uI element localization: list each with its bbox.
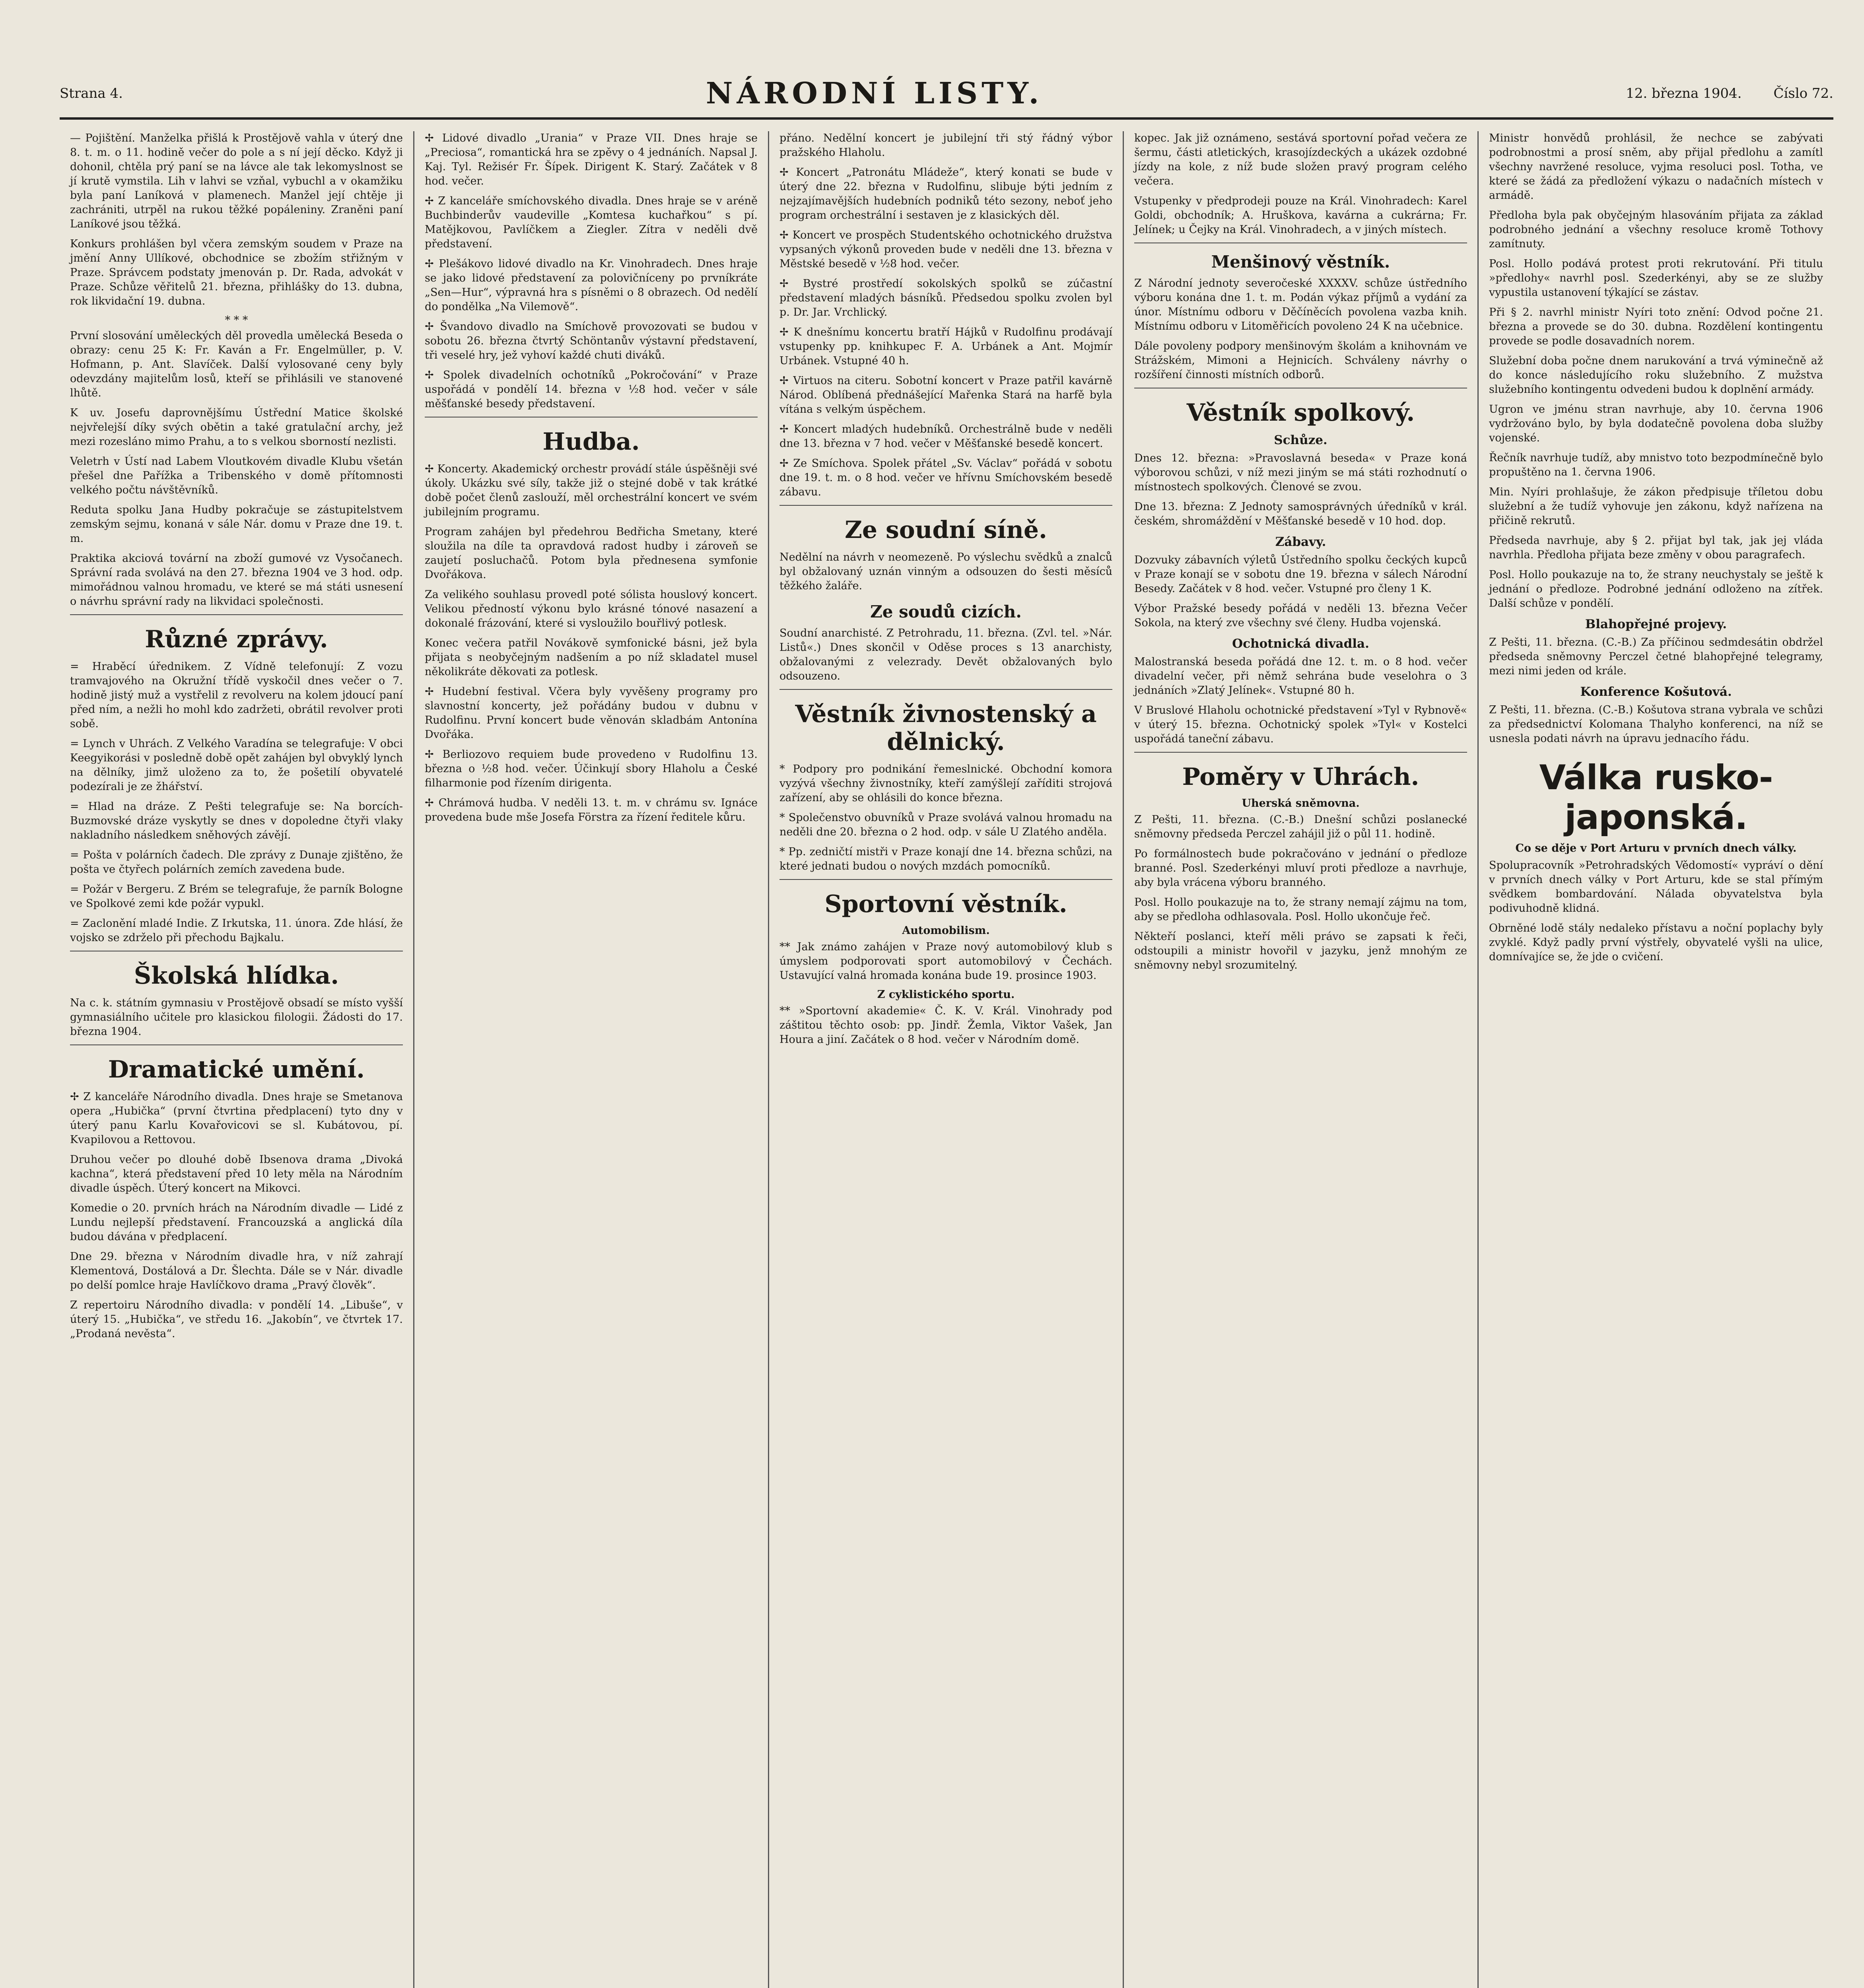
article-paragraph: Posl. Hollo poukazuje na to, že strany neuchystaly se ještě k jednání o předloze. Podrobné jednání odloženo na zítřek. Další schůze v pondělí. [1489, 569, 1823, 610]
minor-heading: Konference Košutová. [1580, 685, 1732, 699]
column-1 [60, 131, 414, 1988]
article-paragraph: Malostranská beseda pořádá dne 12. t. m. o 8 hod. večer divadelní večer, při němž sehrána bude veselohra o 3 jednáních »Zlatý Jelínek«. Vstupné 80 h. [1134, 656, 1467, 697]
article-paragraph: ✢ Plešákovo lidové divadlo na Kr. Vinohradech. Dnes hraje se jako lidové představení za polovičníceny po prvníkráte „Sen—Hur“, výpravná hra s písněmi o 8 obrazech. Od nedělí do pondělka „Na Vilemově“. [425, 258, 758, 313]
article-paragraph: Reduta spolku Jana Hudby pokračuje se zástupitelstvem zemským sejmu, konaná v sále Nár. domu v Praze dne 19. t. m. [70, 504, 403, 545]
article-paragraph: Konec večera patřil Novákově symfonické básni, jež byla přijata s neobyčejným nadšením a po níž skladatel musel několikráte děkovati za potlesk. [425, 637, 758, 678]
section-heading: Školská hlídka. [134, 962, 339, 990]
small-heading: Uherská sněmovna. [1242, 797, 1360, 810]
article-paragraph: ✢ Švandovo divadlo na Smíchově provozovati se budou v sobotu 26. března čtvrtý Schöntanův výstavní představení, tři veselé hry, jež vyhoví každé chuti diváků. [425, 320, 758, 361]
article-paragraph: ✢ Z kanceláře Národního divadla. Dnes hraje se Smetanova opera „Hubička“ (první čtvrtina předplacení) tyto dny v úterý panu Karlu Kovařovicovi se sl. Kubátovou, pí. Kvapilovou a Rettovou. [70, 1091, 403, 1146]
caption: Co se děje v Port Arturu v prvních dnech války. [1515, 842, 1797, 854]
column-3 [769, 131, 1124, 1988]
page-number: Strana 4. [60, 85, 123, 101]
article-paragraph: Předloha byla pak obyčejným hlasováním přijata za základ podrobného jednání a všechny resoluce kromě Tothovy zamítnuty. [1489, 209, 1823, 250]
article-paragraph: Při § 2. navrhl ministr Nyíri toto znění: Odvod počne 21. března a provede se do 30. dubna. Rozdělení kontingentu provede se podle dosavadních norem. [1489, 306, 1823, 347]
divider-rule [779, 879, 1112, 880]
small-heading: Z cyklistického sportu. [877, 988, 1015, 1001]
article-paragraph: ✢ Lidové divadlo „Urania“ v Praze VII. Dnes hraje se „Preciosa“, romantická hra se zpěvy o 4 jednáních. Napsal J. Kaj. Tyl. Režisér Fr. Šípek. Dirigent K. Starý. Začátek v 8 hod. večer. [425, 132, 758, 187]
divider-rule [1134, 752, 1467, 753]
article-paragraph: Za velikého souhlasu provedl poté sólista houslový koncert. Velikou předností výkonu bylo krásné tónové nasazení a dokonalé frázování, které si vysloužilo bouřlivý potlesk. [425, 588, 758, 629]
article-paragraph: Výbor Pražské besedy pořádá v neděli 13. března Večer Sokola, na který zve všechny své členy. Hudba vojenská. [1134, 602, 1467, 629]
article-paragraph: ** Jak známo zahájen v Praze nový automobilový klub s úmyslem podporovati sport automobilový v Čechách. Ustavující valná hromada konána bude 19. prosince 1903. [779, 941, 1112, 982]
section-heading: Věstník živnostenský a dělnický. [795, 700, 1097, 756]
article-paragraph: Spolupracovník »Petrohradských Vědomostí« vypráví o dění v prvních dnech války v Port Arturu, kde se stal přímým svědkem bombardování. Nálada obyvatelstva byla podivuhodně klidná. [1489, 859, 1823, 914]
divider-rule [779, 505, 1112, 506]
article-paragraph: ✢ Ze Smíchova. Spolek přátel „Sv. Václav“ pořádá v sobotu dne 19. t. m. o 8 hod. večer ve hřívnu Smíchovském besedě zábavu. [779, 457, 1112, 498]
article-paragraph: ✢ Hudební festival. Včera byly vyvěšeny programy pro slavnostní koncerty, jež pořádány budou v dubnu v Rudolfinu. První koncert bude věnován skladbám Antonína Dvořáka. [425, 685, 758, 741]
article-paragraph: Z Pešti, 11. března. (C.-B.) Za příčinou sedmdesátin obdržel předseda sněmovny Perczel četné blahopřejné telegramy, mezi nimi jeden od krále. [1489, 636, 1823, 677]
article-paragraph: ✢ Koncerty. Akademický orchestr provádí stále úspěšněji své úkoly. Ukázku své síly, takže již o stejné době v tak krátké době počet členů zaslouží, měl orchestrální koncert ve svém jubilejním programu. [425, 463, 758, 518]
article-paragraph: ✢ Chrámová hudba. V neděli 13. t. m. v chrámu sv. Ignáce provedena bude mše Josefa Förstra za řízení ředitele kůru. [425, 797, 758, 823]
article-paragraph: Z Pešti, 11. března. (C.-B.) Košutova strana vybrala ve schůzi za předsednictví Kolomana Thalyho konferenci, na níž se usnesla podati návrh na úpravu jednacího řádu. [1489, 704, 1823, 745]
article-paragraph: Veletrh v Ústí nad Labem Vloutkovém divadle Klubu všetán přešel dne Pařížka a Tribenského v domě přítomnosti velkého počtu návštěvníků. [70, 455, 403, 496]
divider-rule [70, 614, 403, 615]
article-paragraph: Dozvuky zábavních výletů Ústředního spolku čeckých kupců v Praze konají se v sobotu dne 19. března v sálech Národní Besedy. Začátek v 8 hod. večer. Vstupné pro členy 1 K. [1134, 554, 1467, 595]
article-paragraph: Někteří poslanci, kteří měli právo se zapsati k řeči, odstoupili a ministr hovořil v jazyku, jenž mnohým ze sněmovny nebyl srozumitelný. [1134, 930, 1467, 971]
article-paragraph: V Bruslové Hlaholu ochotnické představení »Tyl v Rybnově« v úterý 15. března. Ochotnický spolek »Tyl« v Kostelci uspořádá taneční zábavu. [1134, 704, 1467, 745]
section-heading: Poměry v Uhrách. [1182, 763, 1419, 791]
article-paragraph: Obrněné lodě stály nedaleko přístavu a noční poplachy byly zvyklé. Když padly první výstřely, obyvatelé vyšli na ulice, domnívajíce se, že jde o cvičení. [1489, 922, 1823, 963]
article-paragraph: — Pojištění. Manželka přišlá k Prostějově vahla v úterý dne 8. t. m. o 11. hodině večer do pole a s ní její děcko. Když ji dohonil, chtěla prý paní se na lávce ale tak lekomyslnost se jí krutě vymstila. Lih v lahvi se vzňal, vybuchl a v okamžiku byla paní Laníková v plamenech. Manžel její chtěje ji zachrániti, utrpěl na rukou těžké popáleniny. Zraněni paní Laníkové jsou těžká. [70, 132, 403, 230]
article-paragraph: Ministr honvědů prohlásil, že nechce se zabývati podrobnostmi a prosí sněm, aby přijal předlohu a zamítl všechny navržené resoluce, vyjma resoluci posl. Totha, ve které se žádá za předložení výkazu o nadačních místech v armádě. [1489, 132, 1823, 202]
minor-heading: Ochotnická divadla. [1232, 637, 1369, 651]
article-paragraph: Posl. Hollo podává protest proti rekrutování. Při titulu »předlohy« navrhl posl. Szederkényi, aby se ze služby vypustila ustanovení týkající se zástav. [1489, 258, 1823, 299]
article-paragraph: ✢ Koncert „Patronátu Mládeže“, který konati se bude v úterý dne 22. března v Rudolfinu, slibuje býti jedním z nejzajímavějších hudebních podniků této sezony, neboť jeho program orchestrální i sestaven je z klasických děl. [779, 166, 1112, 221]
article-paragraph: První slosování uměleckých děl provedla umělecká Beseda o obrazy: cenu 25 K: Fr. Kaván a Fr. Engelmüller, p. V. Hofmann, p. Ant. Slavíček. Další vylosované ceny byly odevzdány majitelům losů, kteří se přihlásili ve stanovené lhůtě. [70, 330, 403, 399]
article-paragraph: ✢ Koncert mladých hudebníků. Orchestrálně bude v neděli dne 13. března v 7 hod. večer v Měšťanské besedě koncert. [779, 423, 1112, 450]
masthead-right [1626, 85, 1833, 101]
article-paragraph: = Hraběcí úřednikem. Z Vídně telefonují: Z vozu tramvajového na Okružní třídě vyskočil dnes večer o 7. hodině jistý muž a vystřelil z revolveru na kolem jdoucí paní před ním, a nežli ho mohl kdo zadržeti, obrátil revolver proti sobě. [70, 660, 403, 730]
article-paragraph: ✢ Z kanceláře smíchovského divadla. Dnes hraje se v aréně Buchbinderův vaudeville „Komtesa kuchařkou“ s pí. Matějkovou, Pavlíčkem a Ziegler. Zítra v neděli dvě představení. [425, 195, 758, 250]
masthead [60, 70, 1833, 120]
article-paragraph: Dnes 12. března: »Pravoslavná beseda« v Praze koná výborovou schůzi, v níž mezi jiným se má státi rozhodnutí o místnostech spolkových. Členové se zvou. [1134, 452, 1467, 493]
article-paragraph: ✢ Virtuos na citeru. Sobotní koncert v Praze patřil kavárně Národ. Oblíbená přednášející Mařenka Stará na harfě byla vítána s velkým úspěchem. [779, 375, 1112, 415]
separator: * * * [225, 314, 248, 326]
article-paragraph: Dne 13. března: Z Jednoty samosprávných úředníků v král. českém, shromáždění v Měšťanské besedě v 10 hod. dop. [1134, 501, 1467, 527]
article-paragraph: Soudní anarchisté. Z Petrohradu, 11. března. (Zvl. tel. »Nár. Listů«.) Dnes skončil v Oděse proces s 13 anarchisty, obžalovanými z velezrady. Devět obžalovaných bylo odsouzeno. [779, 627, 1112, 682]
article-paragraph: = Hlad na dráze. Z Pešti telegrafuje se: Na borcích-Buzmovské dráze vyskytly se dnes v dopoledne čtyři vlaky nakladního následkem sněhových závějí. [70, 800, 403, 841]
section-heading: Dramatické umění. [108, 1056, 365, 1083]
minor-heading: Schůze. [1274, 433, 1328, 447]
newspaper-title: NÁRODNÍ LISTY. [706, 76, 1043, 111]
article-paragraph: Ugron ve jménu stran navrhuje, aby 10. června 1906 vydržováno bylo, by byla dodatečně povolena doba služby vojenské. [1489, 403, 1823, 444]
minor-heading: Blahopřejné projevy. [1585, 617, 1727, 631]
article-paragraph: * Pp. zedničtí mistři v Praze konají dne 14. března schůzi, na které jednati budou o nových mzdách pomocníků. [779, 846, 1112, 872]
column-4 [1124, 131, 1479, 1988]
article-paragraph: Po formálnostech bude pokračováno v jednání o předloze branné. Posl. Szederkényi mluví proti předloze a navrhuje, aby byla vrácena výboru branného. [1134, 848, 1467, 889]
section-heading: Věstník spolkový. [1186, 399, 1415, 427]
minor-heading: Zábavy. [1275, 535, 1326, 549]
article-paragraph: Řečník navrhuje tudíž, aby mnistvo toto bezpodmínečně bylo propuštěno na 1. června 1906. [1489, 452, 1823, 478]
issue-date: 12. března 1904. [1626, 85, 1742, 101]
article-paragraph: ** »Sportovní akademie« Č. K. V. Král. Vinohrady pod záštitou těchto osob: pp. Jindř. Žemla, Viktor Vašek, Jan Houra a jiní. Začátek o 8 hod. večer v Národním domě. [779, 1005, 1112, 1046]
section-heading: Hudba. [542, 428, 640, 456]
section-heading: Sportovní věstník. [824, 890, 1067, 918]
article-paragraph: Komedie o 20. prvních hrách na Národním divadle — Lidé z Lundu nejlepší představení. Francouzská a anglická díla budou dávána v předplacení. [70, 1202, 403, 1243]
article-paragraph: Min. Nyíri prohlašuje, že zákon předpisuje tříletou dobu služební a že tudíž vyhovuje jen zákonu, když nařízena na přičině rekrutů. [1489, 486, 1823, 527]
section-heading: Ze soudní síně. [845, 516, 1047, 544]
column-5 [1479, 131, 1833, 1988]
article-paragraph: Dále povoleny podpory menšinovým školám a knihovnám ve Strážském, Mimoni a Hejnicích. Schváleny návrhy o rozšíření činnosti místních odborů. [1134, 340, 1467, 381]
article-paragraph: Služební doba počne dnem narukování a trvá výminečně až do konce následujícího roku služebního. Z mužstva služebního kontingentu odvedeni budou k doplnění armády. [1489, 355, 1823, 396]
article-paragraph: Předseda navrhuje, aby § 2. přijat byl tak, jak jej vláda navrhla. Předloha přijata beze změny v obou paragrafech. [1489, 534, 1823, 561]
article-paragraph: ✢ Bystré prostředí sokolských spolků se zúčastní představení mladých básníků. Předsedou spolku zvolen byl p. Dr. Jar. Vrchlický. [779, 278, 1112, 318]
article-paragraph: K uv. Josefu daprovnějšímu Ústřední Matice školské nejvřelejší díky svých obětin a také gratulační archy, jež mezi rozesláno mimo Prahu, a to s velkou sborností nezlisti. [70, 407, 403, 448]
divider-rule [70, 1044, 403, 1045]
article-paragraph: Konkurs prohlášen byl včera zemským soudem v Praze na jmění Anny Ullíkové, obchodnice se zbožím střižným v Praze. Správcem podstaty jmenován p. Dr. Rada, advokát v Praze. Schůze věřitelů 21. března, přihlášky do 13. dubna, rok likvidační 19. dubna. [70, 238, 403, 307]
article-paragraph: Nedělní na návrh v neomezeně. Po výslechu svědků a znalců byl obžalovaný uznán vinným a odsouzen do šesti měsíců těžkého žaláře. [779, 551, 1112, 592]
article-paragraph: Druhou večer po dlouhé době Ibsenova drama „Divoká kachna“, která představení před 10 lety měla na Národním divadle úspěch. Úterý koncert na Mikovci. [70, 1153, 403, 1194]
column-2 [414, 131, 769, 1988]
article-paragraph: ✢ Koncert ve prospěch Studentského ochotnického družstva vypsaných výkonů proveden bude v neděli dne 13. března v Městské besedě v ½8 hod. večer. [779, 229, 1112, 270]
article-paragraph: přáno. Nedělní koncert je jubilejní tři stý řádný výbor pražského Hlaholu. [779, 132, 1112, 159]
sub-heading: Menšinový věstník. [1211, 252, 1390, 272]
article-paragraph: Program zahájen byl předehrou Bedřicha Smetany, které sloužila na díle ta opravdová radost hudby i zároveň se zaujetí posluchačů. Potom byla přednesena symfonie Dvořákova. [425, 526, 758, 581]
article-paragraph: Z Pešti, 11. března. (C.-B.) Dnešní schůzi poslanecké sněmovny předseda Perczel zahájil již o půl 11. hodině. [1134, 813, 1467, 840]
article-paragraph: Z Národní jednoty severočeské XXXXV. schůze ústředního výboru konána dne 1. t. m. Podán výkaz příjmů a vydání za únor. Místnímu odboru v Děčíněcích povolena vazba knih. Místnímu odboru v Litoměřicích povoleno 24 K na učebnice. [1134, 277, 1467, 332]
article-paragraph: Z repertoiru Národního divadla: v pondělí 14. „Libuše“, v úterý 15. „Hubička“, ve středu 16. „Jakobín“, ve čtvrtek 17. „Prodaná nevěsta“. [70, 1299, 403, 1340]
headline: Válka rusko-japonská. [1539, 758, 1773, 837]
divider-rule [779, 689, 1112, 690]
article-paragraph: Na c. k. státním gymnasiu v Prostějově obsadí se místo vyšší gymnasiálního učitele pro klasickou filologii. Žádosti do 17. března 1904. [70, 997, 403, 1038]
article-paragraph: = Zaclonění mladé Indie. Z Irkutska, 11. února. Zde hlásí, že vojsko se zdrželo při přechodu Bajkalu. [70, 917, 403, 944]
section-heading: Různé zprávy. [145, 625, 328, 653]
issue-number: Číslo 72. [1773, 85, 1833, 101]
article-paragraph: Posl. Hollo poukazuje na to, že strany nemají zájmu na tom, aby se předloha odhlasovala. Posl. Hollo ukončuje řeč. [1134, 896, 1467, 923]
article-paragraph: ✢ Spolek divadelních ochotníků „Pokročování“ v Praze uspořádá v pondělí 14. března v ½8 hod. večer v sále měšťanské besedy představení. [425, 369, 758, 410]
article-paragraph: * Společenstvo obuvníků v Praze svolává valnou hromadu na neděli dne 20. března o 2 hod. odp. v sále U Zlatého anděla. [779, 812, 1112, 838]
article-paragraph: ✢ Berliozovo requiem bude provedeno v Rudolfinu 13. března o ½8 hod. večer. Účinkují sbory Hlaholu a České filharmonie pod řízením dirigenta. [425, 748, 758, 789]
article-paragraph: Praktika akciová tovární na zboží gumové vz Vysočanech. Správní rada svolává na den 27. března 1904 ve 3 hod. odp. mimořádnou valnou hromadu, ve které se má státi usnesení o návrhu správní rady na likvidaci společnosti. [70, 552, 403, 608]
article-paragraph: = Požár v Bergeru. Z Brém se telegrafuje, že parník Bologne ve Spolkové zemi kde požár vypukl. [70, 883, 403, 910]
sub-heading: Ze soudů cizích. [870, 602, 1022, 621]
article-paragraph: = Pošta v polárních čadech. Dle zprávy z Dunaje zjištěno, že pošta ve čtyřech polárních zemích zavedena bude. [70, 849, 403, 876]
article-paragraph: Dne 29. března v Národním divadle hra, v níž zahrají Klementová, Dostálová a Dr. Šlechta. Dále se v Nár. divadle po delší pomlce hraje Havlíčkovo drama „Pravý člověk“. [70, 1250, 403, 1291]
columns [60, 131, 1833, 1988]
article-paragraph: = Lynch v Uhrách. Z Velkého Varadína se telegrafuje: V obci Keegyikorási v posledně době opět zahájen byl obvyklý lynch na dělníky, jimž uloženo za to, že pošetilí obyvatelé podezírali je ze žhářství. [70, 738, 403, 793]
article-paragraph: kopec. Jak již oznámeno, sestává sportovní pořad večera ze šermu, části atletických, krasojízdeckých a ukázek ozdobné jízdy na kole, z níž bude složen pravý program celého večera. [1134, 132, 1467, 187]
article-paragraph: * Podpory pro podnikání řemeslnické. Obchodní komora vyzývá všechny živnostníky, kteří zamýšlejí zaříditi strojová zařízení, aby se ohlásili do konce března. [779, 763, 1112, 804]
article-paragraph: ✢ K dnešnímu koncertu bratří Hájků v Rudolfinu prodávají vstupenky pp. knihkupec F. A. Urbánek a Ant. Mojmír Urbánek. Vstupné 40 h. [779, 326, 1112, 367]
small-heading: Automobilism. [902, 924, 990, 937]
article-paragraph: Vstupenky v předprodeji pouze na Král. Vinohradech: Karel Goldi, obchodník; A. Hruškova, kavárna a cukrárna; Fr. Jelínek; u Čejky na Král. Vinohradech, a v jiných místech. [1134, 195, 1467, 236]
